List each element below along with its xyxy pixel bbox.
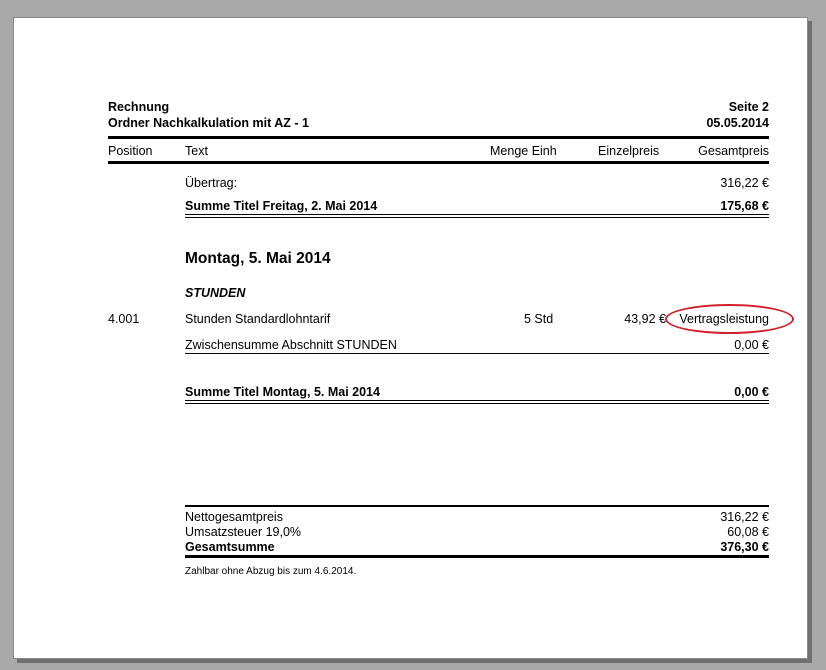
payment-note: Zahlbar ohne Abzug bis zum 4.6.2014. (185, 566, 357, 577)
subsection-title: STUNDEN (185, 286, 246, 300)
sum-friday-label: Summe Titel Freitag, 2. Mai 2014 (185, 199, 378, 213)
net-label: Nettogesamtpreis (185, 510, 283, 524)
totals-bottom-rule (185, 555, 769, 558)
sum-monday-amount: 0,00 € (734, 385, 769, 399)
carry-amount: 316,22 € (720, 176, 769, 190)
invoice-page (13, 17, 808, 659)
item-text: Stunden Standardlohntarif (185, 312, 331, 326)
col-einzelpreis: Einzelpreis (598, 144, 660, 158)
sum-friday-rule-1 (185, 214, 769, 215)
carry-label: Übertrag: (185, 176, 238, 190)
highlight-oval (665, 304, 794, 334)
subtotal-label: Zwischensumme Abschnitt STUNDEN (185, 338, 397, 352)
header-top-rule (108, 136, 769, 139)
totals-top-rule (185, 505, 769, 507)
sum-monday-rule-2 (185, 403, 769, 404)
vat-amount: 60,08 € (727, 525, 769, 539)
project-name: Ordner Nachkalkulation mit AZ - 1 (108, 116, 309, 130)
item-position: 4.001 (108, 312, 140, 326)
doc-date: 05.05.2014 (706, 116, 769, 130)
subtotal-amount: 0,00 € (734, 338, 769, 352)
sum-friday-rule-2 (185, 217, 769, 218)
col-position: Position (108, 144, 153, 158)
col-gesamtpreis: Gesamtpreis (698, 144, 769, 158)
section-title: Montag, 5. Mai 2014 (185, 250, 331, 267)
sum-monday-rule-1 (185, 400, 769, 401)
vat-label: Umsatzsteuer 19,0% (185, 525, 302, 539)
doc-type: Rechnung (108, 100, 170, 114)
item-quantity: 5 Std (524, 312, 554, 326)
item-unit-price: 43,92 € (624, 312, 666, 326)
net-amount: 316,22 € (720, 510, 769, 524)
page-number: Seite 2 (728, 100, 769, 114)
subtotal-rule (185, 353, 769, 354)
sum-friday-amount: 175,68 € (720, 199, 769, 213)
col-text: Text (185, 144, 208, 158)
gross-amount: 376,30 € (720, 540, 769, 554)
gross-label: Gesamtsumme (185, 540, 275, 554)
sum-monday-label: Summe Titel Montag, 5. Mai 2014 (185, 385, 380, 399)
col-menge-einh: Menge Einh (490, 144, 557, 158)
item-total: Vertragsleistung (679, 312, 769, 326)
header-bottom-rule (108, 161, 769, 164)
